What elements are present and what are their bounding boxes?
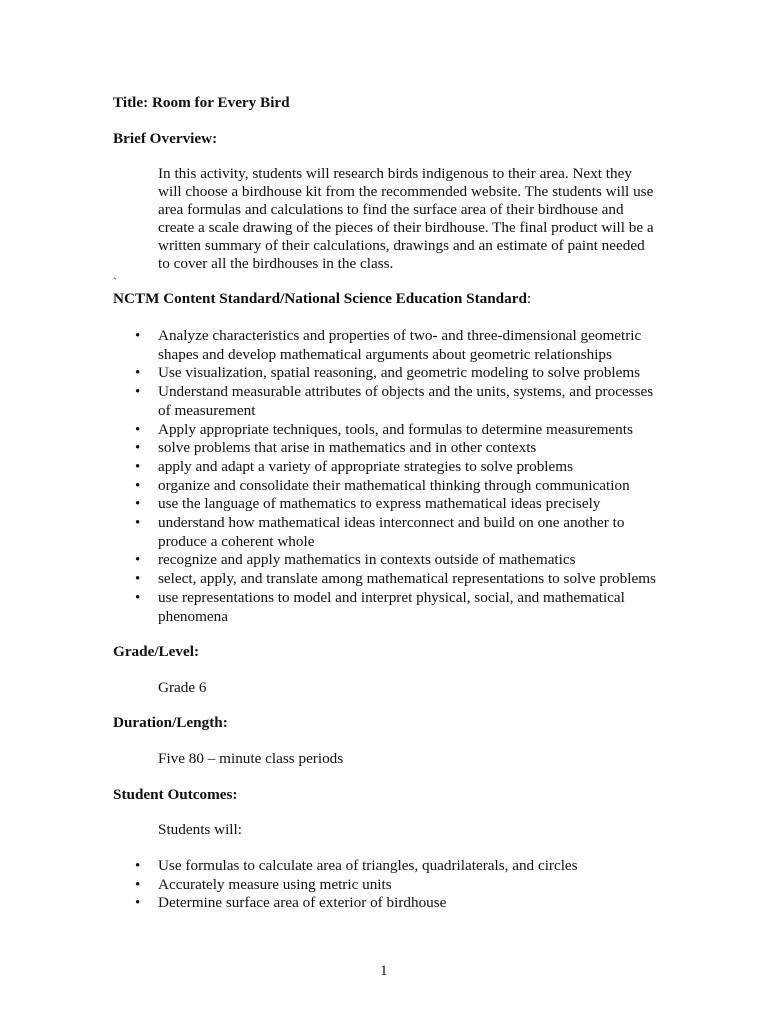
list-item: • Determine surface area of exterior of birdhouse [158,894,663,913]
page-number: 1 [380,962,388,979]
standards-list [158,327,663,626]
outcomes-intro: Students will: [158,821,242,838]
outcomes-list [158,857,663,913]
list-item: • Use formulas to calculate area of triangles, quadrilaterals, and circles [158,857,663,876]
standards-heading-line [113,290,531,308]
list-item: • use representations to model and interpret physical, social, and mathematical phenomena [158,589,663,626]
list-item: • use the language of mathematics to express mathematical ideas precisely [158,495,663,514]
list-item: • Use visualization, spatial reasoning, and geometric modeling to solve problems [158,364,663,383]
overview-heading: Brief Overview: [113,130,218,147]
list-item: • Understand measurable attributes of objects and the units, systems, and processes of measurement [158,383,663,420]
grade-heading: Grade/Level: [113,643,200,660]
list-item: • organize and consolidate their mathematical thinking through communication [158,477,663,496]
list-item: • Apply appropriate techniques, tools, and formulas to determine measurements [158,421,663,440]
list-item: • solve problems that arise in mathematics and in other contexts [158,439,663,458]
stray-mark: ` [113,275,117,289]
list-item: • apply and adapt a variety of appropriate strategies to solve problems [158,458,663,477]
list-item: • recognize and apply mathematics in contexts outside of mathematics [158,551,663,570]
duration-heading: Duration/Length: [113,714,228,731]
overview-text: In this activity, students will research birds indigenous to their area. Next they will choose a birdhouse kit from the recommended website. The students will use area formulas and calculations to find the surface area of their birdhouse and create a scale drawing of the pieces of their birdhouse. The final product will be a written summary of their calculations, drawings and an estimate of paint needed to cover all the birdhouses in the class. [158,165,654,272]
outcomes-heading: Student Outcomes: [113,786,238,803]
list-item: • Accurately measure using metric units [158,876,663,895]
list-item: • Analyze characteristics and properties of two- and three-dimensional geometric shapes and develop mathematical arguments about geometric relationships [158,327,663,364]
duration-value: Five 80 – minute class periods [158,750,344,767]
list-item: • select, apply, and translate among mathematical representations to solve problems [158,570,663,589]
standards-heading-colon: : [526,290,532,307]
document-title: Title: Room for Every Bird [113,94,290,111]
list-item: • understand how mathematical ideas interconnect and build on one another to produce a coherent whole [158,514,663,551]
grade-value: Grade 6 [158,679,207,696]
standards-heading: NCTM Content Standard/National Science Education Standard [113,290,527,307]
